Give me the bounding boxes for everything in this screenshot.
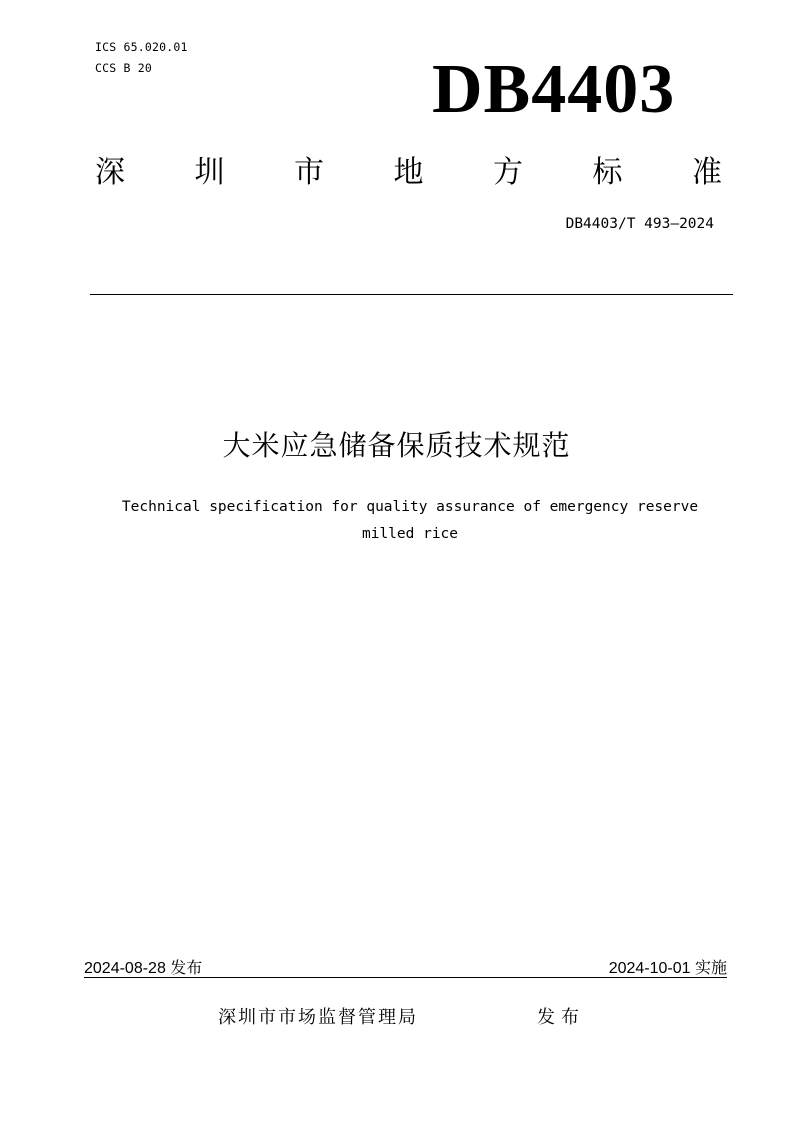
document-title-english — [60, 494, 760, 548]
issuing-authority: 深圳市市场监督管理局 — [218, 1007, 418, 1028]
title-english-line: milled rice — [361, 526, 459, 542]
implementation-date: 2024-10-01 实施 — [608, 960, 727, 977]
ccs-code: CCS B 20 — [95, 61, 152, 75]
issue-action-label: 发布 — [537, 1007, 585, 1028]
standard-type-char: 地 — [393, 155, 424, 190]
standard-logo: DB4403 — [432, 51, 676, 128]
standard-type-char: 准 — [692, 155, 722, 190]
ics-code: ICS 65.020.01 — [95, 40, 188, 54]
standard-type-char: 市 — [294, 155, 324, 190]
footer-divider — [84, 977, 727, 978]
title-english-line: Technical specification for quality assurance of emergency reserve — [121, 499, 699, 515]
header-divider — [90, 294, 733, 295]
standard-type-char: 方 — [493, 155, 523, 190]
standard-number: DB4403/T 493—2024 — [565, 216, 714, 232]
standard-type-char: 圳 — [194, 155, 225, 190]
issue-date: 2024-08-28 发布 — [84, 960, 203, 977]
document-title-chinese: 大米应急储备保质技术规范 — [222, 429, 571, 462]
standard-type-char: 深 — [95, 155, 125, 190]
standard-type-heading — [95, 150, 722, 196]
standard-type-char: 标 — [592, 155, 623, 190]
